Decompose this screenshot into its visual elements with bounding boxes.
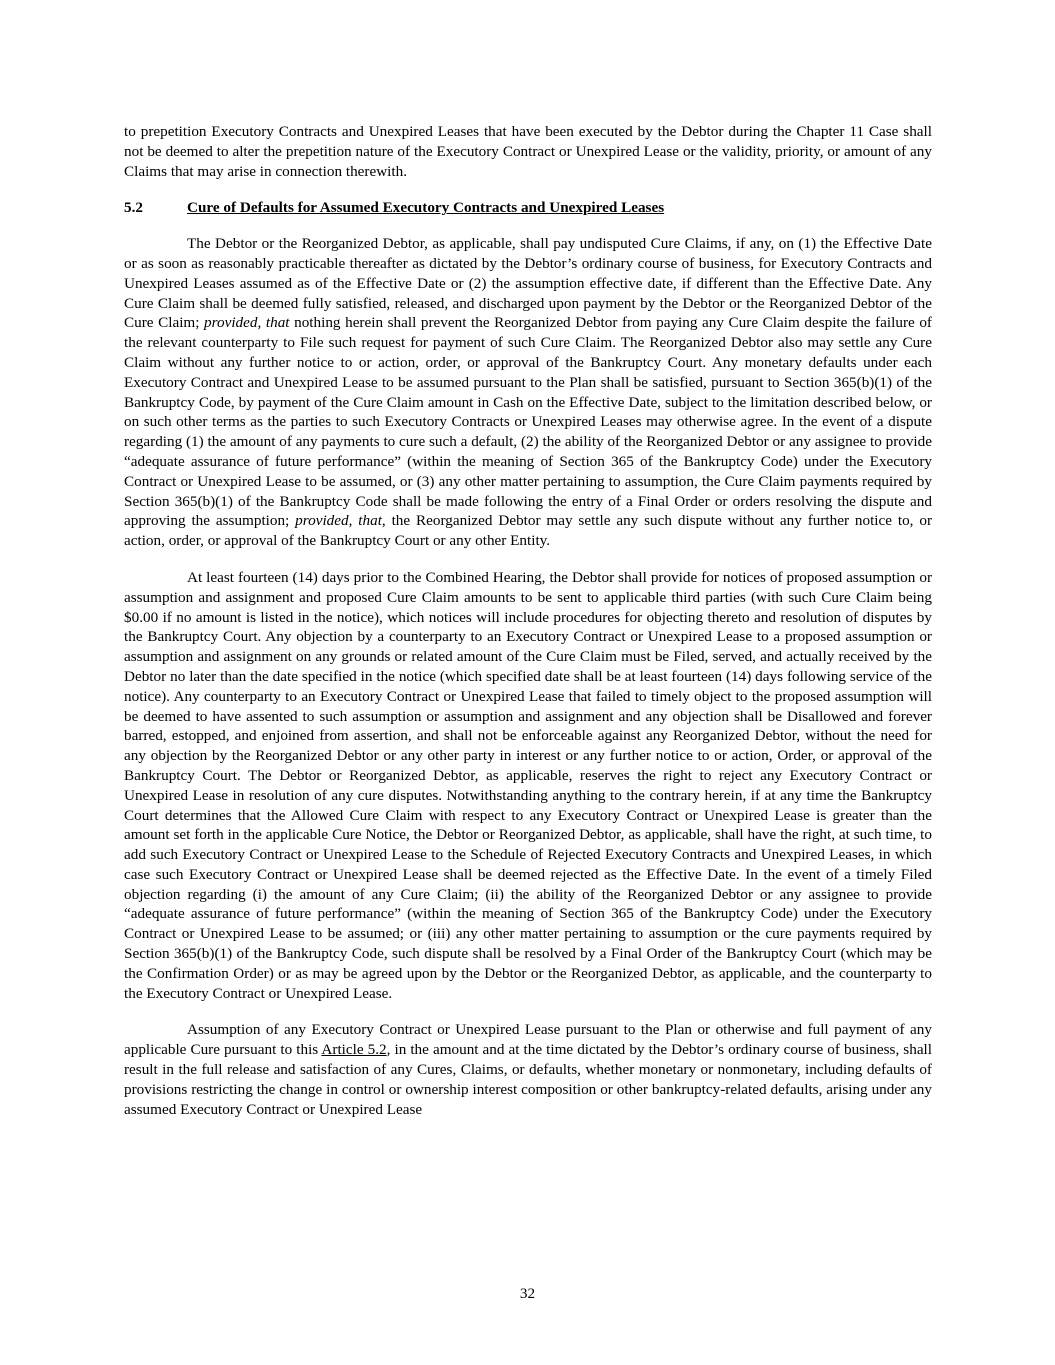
italic-provided: provided: [204, 314, 258, 332]
italic-provided: provided: [295, 512, 349, 530]
italic-that: that: [265, 314, 290, 332]
section-heading: [124, 198, 932, 218]
paragraph-text: ,: [257, 314, 266, 332]
cure-payment-paragraph: [124, 234, 932, 551]
assumption-release-paragraph: [124, 1020, 932, 1119]
article-reference-link[interactable]: Article 5.2: [321, 1041, 387, 1059]
paragraph-text: ,: [348, 512, 359, 530]
section-number: 5.2: [124, 199, 143, 217]
intro-paragraph: to prepetition Executory Contracts and Unexpired Leases that have been executed by the Debtor during the Chapter 11 Case shall not be deemed to alter the prepetition nature of the Executory Contract or Unexpired Lease or the validity, priority, or amount of any Claims that may arise in connection therewith.: [124, 123, 932, 180]
italic-that: that: [358, 512, 382, 530]
notice-objection-paragraph: At least fourteen (14) days prior to the Combined Hearing, the Debtor shall provide for notices of proposed assumption or assumption and assignment and proposed Cure Claim amounts to be sent to applicable third parties (with such Cure Claim being $0.00 if no amount is listed in the notice), which notices will include procedures for objecting thereto and resolution of disputes by the Bankruptcy Court. Any objection by a counterparty to an Executory Contract or Unexpired Lease to a proposed assumption or assumption and assignment on any grounds or related amount of the Cure Claim must be Filed, served, and actually received by the Debtor no later than the date specified in the notice (which specified date shall be at least fourteen (14) days following service of the notice). Any counterparty to an Executory Contract or Unexpired Lease that failed to timely object to the proposed assumption will be deemed to have assented to such assumption or assumption and assignment and any objection shall be Disallowed and forever barred, estopped, and enjoined from assertion, and shall not be enforceable against any Reorganized Debtor, without the need for any objection by the Reorganized Debtor or any other party in interest or any further notice to or action, Order, or approval of the Bankruptcy Court. The Debtor or Reorganized Debtor, as applicable, reserves the right to reject any Executory Contract or Unexpired Lease in resolution of any cure disputes. Notwithstanding anything to the contrary herein, if at any time the Bankruptcy Court determines that the Allowed Cure Claim with respect to any Executory Contract or Unexpired Lease is greater than the amount set forth in the applicable Cure Notice, the Debtor or Reorganized Debtor, as applicable, shall have the right, at such time, to add such Executory Contract or Unexpired Lease to the Schedule of Rejected Executory Contracts and Unexpired Leases, in which case such Executory Contract or Unexpired Lease shall be deemed rejected as the Effective Date. In the event of a timely Filed objection regarding (i) the amount of any Cure Claim; (ii) the ability of the Reorganized Debtor or any assignee to provide “adequate assurance of future performance” (within the meaning of Section 365 of the Bankruptcy Code) under the Executory Contract or Unexpired Lease to be assumed; or (iii) any other matter pertaining to assumption or the cure payments required by Section 365(b)(1) of the Bankruptcy Code, such dispute shall be resolved by a Final Order of the Bankruptcy Court (which may be the Confirmation Order) or as may be agreed upon by the Debtor or the Reorganized Debtor, as applicable, and the counterparty to the Executory Contract or Unexpired Lease.: [124, 568, 932, 1002]
paragraph-text: , in the amount and at the time dictated by the Debtor’s ordinary course of business, shall result in the full release and satisfaction of any Cures, Claims, or defaults, whether monetary or nonmonetary, including defaults of provisions restricting the change in control or ownership interest composition or other bankruptcy-related defaults, arising under any assumed Executory Contract or Unexpired Lease: [124, 1041, 932, 1118]
section-title: Cure of Defaults for Assumed Executory Contracts and Unexpired Leases: [187, 199, 665, 217]
document-page: [124, 122, 932, 1136]
paragraph-text: Assumption of any Executory Contract or Unexpired Lease pursuant to the Plan or otherwise and full payment of any applicable Cure pursuant to this: [124, 1021, 932, 1059]
paragraph-text: , the Reorganized Debtor may settle any such dispute without any further notice to, or action, order, or approval of the Bankruptcy Court or any other Entity.: [124, 512, 932, 550]
paragraph-text: The Debtor or the Reorganized Debtor, as applicable, shall pay undisputed Cure Claims, if any, on (1) the Effective Date or as soon as reasonably practicable thereafter as dictated by the Debtor’s ordinary course of business, for Executory Contracts and Unexpired Leases assumed as of the Effective Date or (2) the assumption effective date, if different than the Effective Date. Any Cure Claim shall be deemed fully satisfied, released, and discharged upon payment by the Debtor or the Reorganized Debtor of the Cure Claim;: [124, 235, 932, 332]
paragraph-text: nothing herein shall prevent the Reorganized Debtor from paying any Cure Claim despite the failure of the relevant counterparty to File such request for payment of such Cure Claim. The Reorganized Debtor also may settle any Cure Claim without any further notice to or action, order, or approval of the Bankruptcy Court. Any monetary defaults under each Executory Contract and Unexpired Lease to be assumed pursuant to the Plan shall be satisfied, pursuant to Section 365(b)(1) of the Bankruptcy Code, by payment of the Cure Claim amount in Cash on the Effective Date, subject to the limitation described below, or on such other terms as the parties to such Executory Contracts or Unexpired Leases may otherwise agree. In the event of a dispute regarding (1) the amount of any payments to cure such a default, (2) the ability of the Reorganized Debtor or any assignee to provide “adequate assurance of future performance” (within the meaning of Section 365 of the Bankruptcy Code) under the Executory Contract or Unexpired Lease to be assumed, or (3) any other matter pertaining to assumption, the Cure Claim payments required by Section 365(b)(1) of the Bankruptcy Code shall be made following the entry of a Final Order or orders resolving the dispute and approving the assumption;: [124, 314, 932, 530]
page-number: 32: [519, 1285, 536, 1302]
